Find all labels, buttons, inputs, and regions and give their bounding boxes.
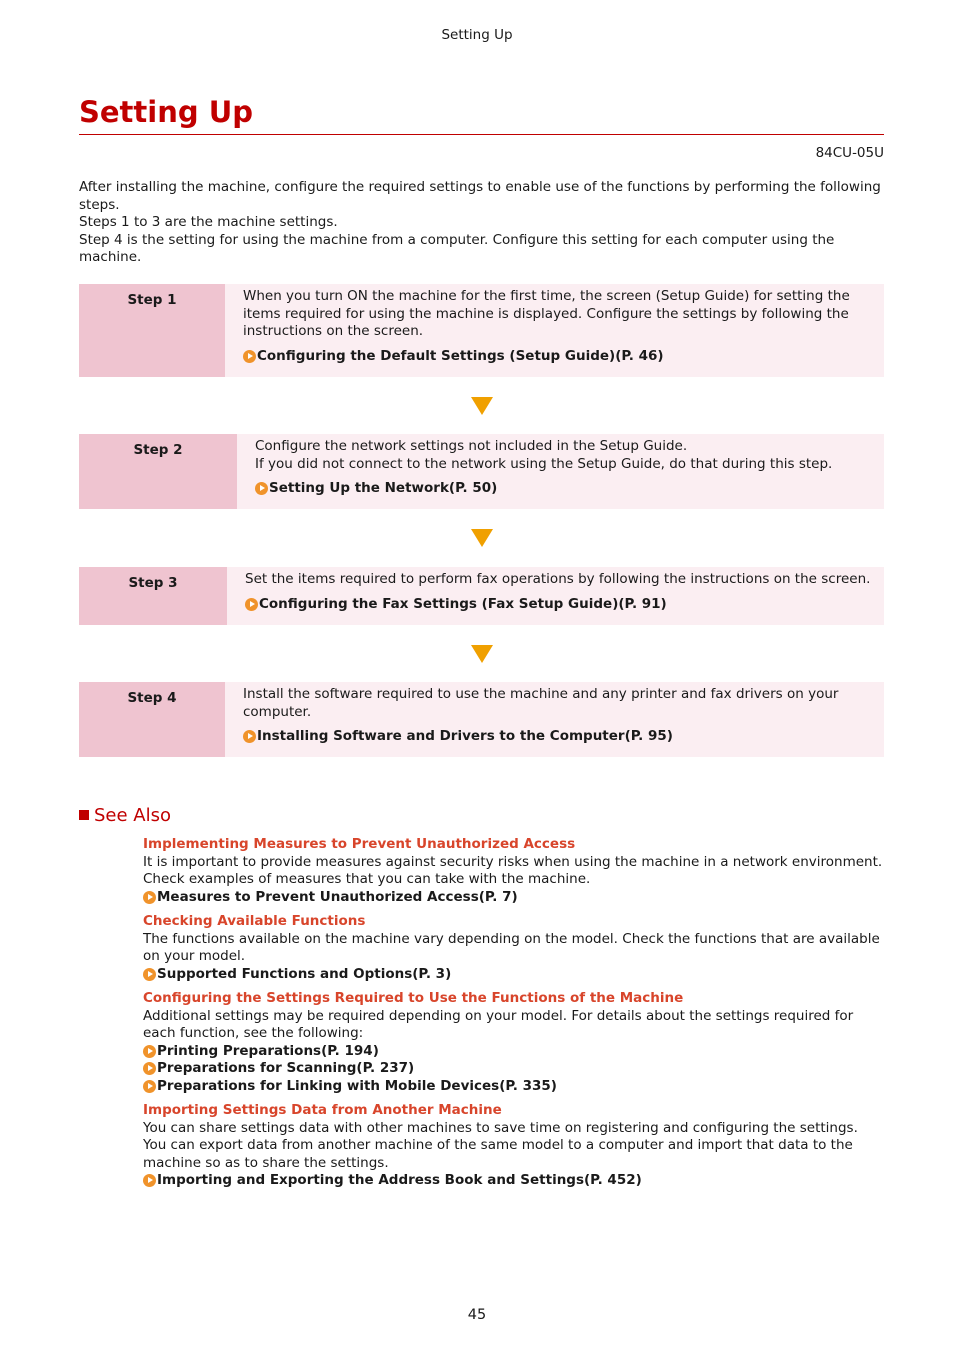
step-label: Step 2 (79, 434, 237, 509)
step-2 (79, 434, 884, 509)
step-body (227, 567, 884, 625)
step-label: Step 3 (79, 567, 227, 625)
page-number: 45 (467, 1307, 487, 1323)
step-text: Install the software required to use the machine and any printer and fax drivers on your computer. (243, 686, 839, 720)
intro-paragraph: Step 4 is the setting for using the machine from a computer. Configure this setting for each computer using the machine. (79, 231, 835, 265)
step-link[interactable] (255, 480, 872, 498)
see-also-link[interactable] (143, 1078, 888, 1096)
link-arrow-icon (143, 1174, 156, 1187)
see-also-item-text: Additional settings may be required depending on your model. For details about the settings required for each function, see the following: (143, 1007, 854, 1041)
see-also-link[interactable] (143, 1172, 888, 1190)
intro-paragraph: Steps 1 to 3 are the machine settings. (79, 214, 338, 230)
step-1 (79, 284, 884, 377)
page-title: Setting Up (79, 95, 254, 129)
see-also-link[interactable] (143, 1043, 888, 1061)
see-also-item-text: You can share settings data with other machines to save time on registering and configuring the settings. (143, 1119, 858, 1136)
step-3 (79, 567, 884, 625)
see-also-item-title: Implementing Measures to Prevent Unauthorized Access (143, 836, 576, 852)
see-also-item-title: Checking Available Functions (143, 913, 366, 929)
see-also-link-label[interactable]: Measures to Prevent Unauthorized Access(P. 7) (157, 888, 518, 905)
link-arrow-icon (143, 891, 156, 904)
step-text: Configure the network settings not included in the Setup Guide. (255, 438, 688, 454)
see-also-item-text: The functions available on the machine vary depending on the model. Check the functions that are available on your model. (143, 930, 880, 964)
see-also-link-label[interactable]: Supported Functions and Options(P. 3) (157, 965, 452, 982)
link-arrow-icon (243, 730, 256, 743)
step-body (225, 284, 884, 377)
see-also-heading-label: See Also (94, 805, 172, 826)
step-text: When you turn ON the machine for the first time, the screen (Setup Guide) for setting the items required for using the machine is displayed. Configure the settings by following the instructions on the screen. (243, 288, 850, 339)
see-also-link[interactable] (143, 966, 888, 984)
step-link-label[interactable]: Configuring the Fax Settings (Fax Setup Guide)(P. 91) (259, 595, 667, 612)
link-arrow-icon (255, 482, 268, 495)
link-arrow-icon (245, 598, 258, 611)
link-arrow-icon (143, 1062, 156, 1075)
step-link[interactable] (243, 348, 872, 366)
see-also-item-title: Importing Settings Data from Another Machine (143, 1102, 502, 1118)
step-link[interactable] (243, 728, 872, 746)
see-also-list (143, 836, 888, 1197)
intro-paragraph: After installing the machine, configure the required settings to enable use of the functions by performing the following steps. (79, 179, 881, 213)
down-arrow-icon (471, 645, 493, 663)
step-label: Step 1 (79, 284, 225, 377)
link-arrow-icon (143, 968, 156, 981)
step-link-label[interactable]: Installing Software and Drivers to the Computer(P. 95) (257, 728, 673, 744)
see-also-item (143, 1102, 888, 1190)
see-also-item (143, 836, 888, 906)
step-link-label[interactable]: Setting Up the Network(P. 50) (269, 480, 498, 496)
see-also-link-label[interactable]: Preparations for Scanning(P. 237) (157, 1060, 415, 1076)
down-arrow-icon (471, 529, 493, 547)
step-body (237, 434, 884, 509)
step-4 (79, 682, 884, 757)
see-also-link-label[interactable]: Printing Preparations(P. 194) (157, 1042, 379, 1059)
down-arrow-icon (471, 397, 493, 415)
intro (79, 179, 885, 267)
link-arrow-icon (143, 1080, 156, 1093)
see-also-item-text: You can export data from another machine of the same model to a computer and import that data to the machine so as to share the settings. (143, 1137, 853, 1171)
step-text: If you did not connect to the network using the Setup Guide, do that during this step. (255, 455, 833, 472)
see-also-link[interactable] (143, 1060, 888, 1078)
see-also-link[interactable] (143, 889, 888, 907)
title-rule (79, 134, 884, 135)
step-link-label[interactable]: Configuring the Default Settings (Setup Guide)(P. 46) (257, 347, 664, 364)
square-bullet-icon (79, 810, 89, 820)
see-also-heading (79, 804, 171, 828)
step-link[interactable] (245, 596, 872, 614)
see-also-link-label[interactable]: Preparations for Linking with Mobile Devices(P. 335) (157, 1077, 557, 1094)
see-also-item-title: Configuring the Settings Required to Use the Functions of the Machine (143, 990, 684, 1006)
link-arrow-icon (243, 350, 256, 363)
see-also-item (143, 990, 888, 1095)
step-body (225, 682, 884, 757)
see-also-link-label[interactable]: Importing and Exporting the Address Book and Settings(P. 452) (157, 1172, 642, 1188)
link-arrow-icon (143, 1045, 156, 1058)
step-text: Set the items required to perform fax operations by following the instructions on the screen. (245, 571, 871, 587)
step-label: Step 4 (79, 682, 225, 757)
running-header: Setting Up (441, 27, 513, 43)
see-also-item (143, 913, 888, 983)
see-also-item-text: It is important to provide measures against security risks when using the machine in a network environment. Check examples of measures that you can take with the machine. (143, 853, 883, 887)
document-id: 84CU-05U (815, 145, 884, 161)
